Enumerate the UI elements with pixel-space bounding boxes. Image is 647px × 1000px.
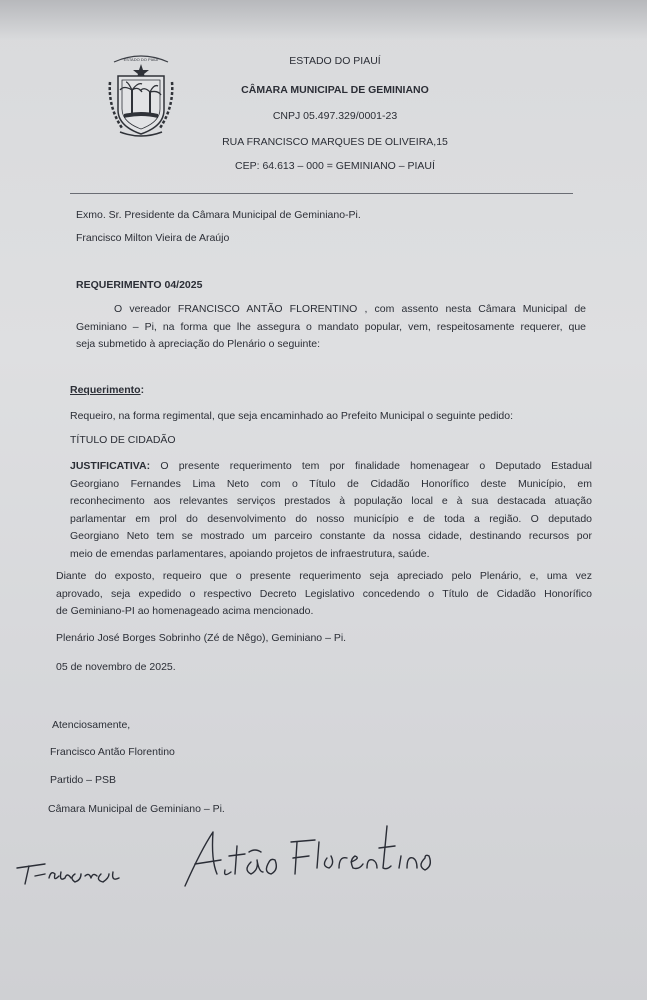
closing-institution: Câmara Municipal de Geminiano – Pi. bbox=[48, 803, 225, 815]
section-heading bbox=[70, 384, 144, 396]
justification-line-3: reconhecimento aos relevantes serviços prestados à população local e à sua destacada atuação bbox=[70, 495, 592, 507]
justification-line-1-text: O presente requerimento tem por finalidade homenagear o Deputado Estadual bbox=[150, 460, 592, 472]
addressee-line-1: Exmo. Sr. Presidente da Câmara Municipal de Geminiano-Pi. bbox=[76, 209, 361, 221]
justification-paragraph bbox=[70, 458, 592, 563]
request-line: Requeiro, na forma regimental, que seja encaminhado ao Prefeito Municipal o seguinte pedido: bbox=[70, 410, 514, 422]
header-chamber: CÂMARA MUNICIPAL DE GEMINIANO bbox=[241, 84, 429, 96]
conclusion-line-3: de Geminiano-PI ao homenageado acima mencionado. bbox=[56, 605, 314, 617]
intro-paragraph bbox=[76, 301, 586, 354]
intro-line-1: O vereador FRANCISCO ANTÃO FLORENTINO , com assento nesta Câmara Municipal de bbox=[114, 303, 586, 315]
closing-party: Partido – PSB bbox=[50, 774, 116, 786]
intro-line-2: Geminiano – Pi, na forma que lhe assegura o mandato popular, vem, respeitosamente requerer, que bbox=[76, 320, 586, 333]
conclusion-line-1: Diante do exposto, requeiro que o presente requerimento seja apreciado pelo Plenário, e, uma vez bbox=[56, 570, 592, 582]
photo-shadow bbox=[0, 0, 647, 40]
place-line: Plenário José Borges Sobrinho (Zé de Nêgo), Geminiano – Pi. bbox=[56, 632, 347, 644]
section-colon: : bbox=[140, 384, 145, 396]
closing-name: Francisco Antão Florentino bbox=[50, 746, 175, 758]
coat-of-arms-icon bbox=[108, 52, 174, 140]
conclusion-paragraph bbox=[56, 568, 592, 621]
intro-line-3: seja submetido à apreciação do Plenário o seguinte: bbox=[76, 338, 320, 350]
header-cnpj: CNPJ 05.497.329/0001-23 bbox=[272, 110, 398, 122]
justification-line-1 bbox=[70, 458, 592, 476]
date-line: 05 de novembro de 2025. bbox=[56, 661, 176, 673]
header-address: RUA FRANCISCO MARQUES DE OLIVEIRA,15 bbox=[222, 136, 448, 148]
addressee-line-2: Francisco Milton Vieira de Araújo bbox=[76, 232, 230, 244]
title-item: TÍTULO DE CIDADÃO bbox=[70, 434, 176, 446]
section-label: Requerimento bbox=[70, 384, 141, 396]
justification-line-6: meio de emendas parlamentares, apoiando projetos de infraestrutura, saúde. bbox=[70, 547, 430, 560]
header-state: ESTADO DO PIAUÍ bbox=[289, 55, 381, 67]
justification-line-5: Georgiano Neto tem se mostrado um parceiro constante da nossa cidade, destinando recursos por bbox=[70, 530, 592, 542]
header-cep: CEP: 64.613 – 000 = GEMINIANO – PIAUÍ bbox=[235, 160, 435, 172]
justification-line-4: parlamentar em prol do desenvolvimento do nosso município e de toda a região. O deputado bbox=[70, 512, 592, 525]
requirement-title: REQUERIMENTO 04/2025 bbox=[76, 279, 203, 291]
closing-salutation: Atenciosamente, bbox=[52, 719, 131, 731]
svg-text:ESTADO DO PIAUÍ: ESTADO DO PIAUÍ bbox=[123, 57, 159, 62]
header-divider bbox=[70, 193, 573, 194]
justification-line-2: Georgiano Fernandes Lima Neto com o Título de Cidadão Honorífico deste Município, em bbox=[70, 477, 592, 490]
handwritten-signature bbox=[15, 812, 435, 892]
justification-label: JUSTIFICATIVA: bbox=[70, 460, 151, 472]
conclusion-line-2: aprovado, seja expedido o respectivo Decreto Legislativo concedendo o Título de Cidadão Honorífico bbox=[56, 587, 592, 600]
